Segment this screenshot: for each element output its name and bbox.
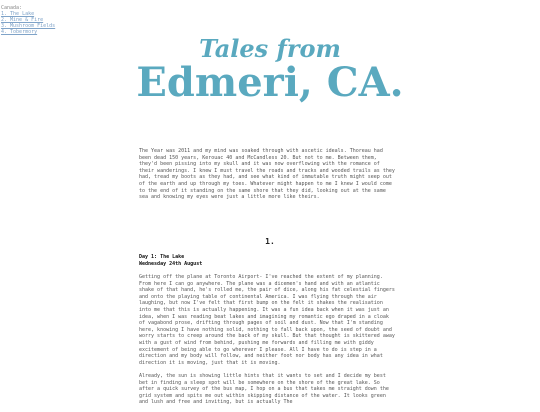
- chapter-numeral: 1.: [265, 237, 275, 246]
- chapter-body: [139, 274, 397, 412]
- toc-link-the-lake[interactable]: 1. The Lake: [1, 11, 35, 17]
- masthead-line1: Tales from: [199, 34, 341, 63]
- toc-link-mine-fire[interactable]: 2. Mine & Fire: [1, 17, 44, 23]
- intro-paragraph: The Year was 2011 and my mind was soaked through with ascetic ideals. Thoreau had been dead 150 years, Kerouac 40 and McCandless 20. But not to me. Between them, they'd been pissing into my skull and it was now overflowing with the romance of their wanderings. I knew I must travel the roads and tracks and wooded trails as they had, tread my boots as they had, and see what kind of immutable truth might seep out of the earth and up through my toes. Whatever might happen to me I knew I would come to the end of it standing on the same shore that they did, looking out at the same sea and knowing my eyes were just a little more like theirs.: [139, 148, 395, 201]
- chapter-day-title: Day 1: The Lake: [139, 254, 185, 260]
- masthead: [0, 36, 540, 104]
- chapter-date: Wednesday 24th August: [139, 260, 203, 267]
- chapter-paragraph: Getting off the plane at Toronto Airport- I've reached the extent of my planning. From here I can go anywhere. The plane was a dicemen's hand and with an atlantic shake of that hand, he's rolled me, the pair of dice, along his fat celestial fingers and onto the playing table of continental America. I was flying through the air laughing, but now I've felt that first bump on the felt it shakes the realisation into me that this is actually happening. It was a fun idea back when it was just an idea, when I was reading beat lakes and imagining my romantic ego draped in a cloak of vagabond prose, drifting through pages of soil and dust. Now that I'm standing here, knowing I have nothing solid, nothing to fall back upon, the seed of doubt and worry starts to creep around the back of my skull. But that thought is skittered away with a gust of wind from behind, pushing me forwards and filling me with giddy excitement of being able to go wherever I please. All I have to do is step in a direction and my body will follow, and neither foot nor body has any idea in what direction it is moving, just that it is moving.: [139, 274, 395, 366]
- toc-link-mushroom-fields[interactable]: 3. Mushroom Fields: [1, 23, 56, 29]
- masthead-line2: Edmeri, CA.: [136, 59, 404, 106]
- chapter-paragraph: Already, the sun is showing little hints that it wants to set and I decide my best bet in finding a sleep spot will be somewhere on the shore of the great lake. So after a quick survey of the bus map, I hop on a bus that takes me straight down the grid system and spits me out within skipping distance of the water. It looks green and lush and free and inviting, but is actually The: [139, 372, 389, 406]
- toc-link-tobermory[interactable]: 4. Tobermory: [1, 29, 38, 35]
- table-of-contents: [1, 5, 55, 35]
- toc-heading: Canada:: [1, 5, 23, 11]
- chapter-heading: [139, 254, 397, 267]
